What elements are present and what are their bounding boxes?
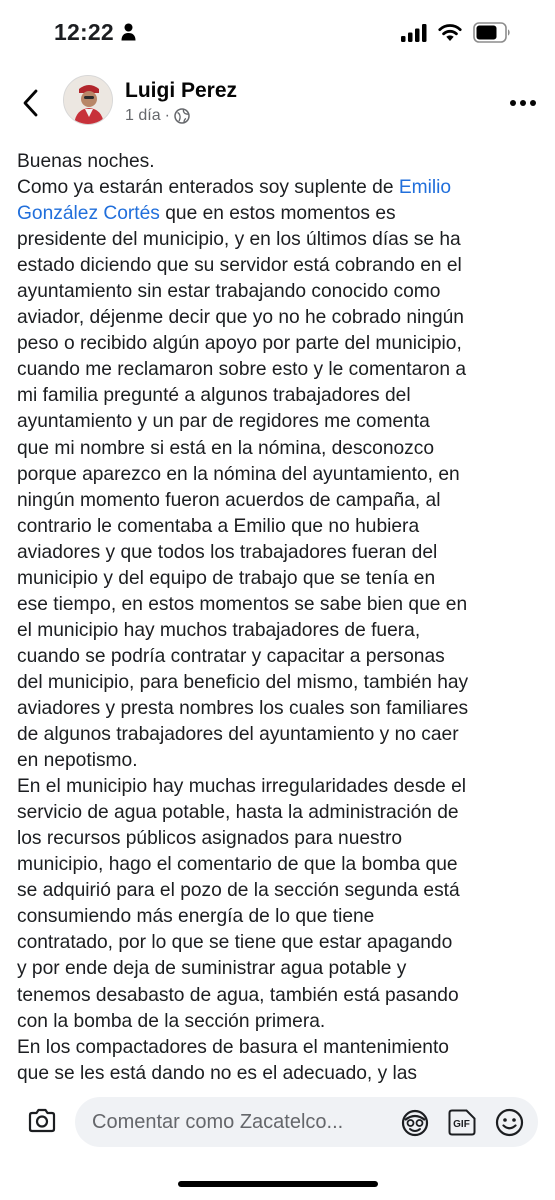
post-text-line xyxy=(17,852,547,878)
battery-icon xyxy=(473,22,511,43)
post-text-line xyxy=(17,644,547,670)
status-bar xyxy=(0,0,555,66)
post-text-segment: se adquirió para el pozo de la sección segunda está xyxy=(17,880,460,902)
comment-bar xyxy=(0,1088,555,1200)
post-text-line xyxy=(17,279,547,305)
post-text-segment: porque aparezco en la nómina del ayuntamiento, en xyxy=(17,463,460,485)
post-text-line xyxy=(17,201,547,227)
post-text-segment: mi familia pregunté a algunos trabajadores del xyxy=(17,385,411,407)
comment-placeholder: Comentar como Zacatelco... xyxy=(92,1111,344,1133)
camera-icon[interactable] xyxy=(27,1108,57,1134)
mention-link[interactable]: Emilio xyxy=(398,177,452,199)
post-text-segment: de algunos trabajadores del ayuntamiento y no caer xyxy=(17,724,459,746)
post-time[interactable]: 1 día xyxy=(125,107,161,124)
post-text-segment: contratado, por lo que se tiene que estar apagando xyxy=(17,932,453,954)
post-text-segment: con la bomba de la sección primera. xyxy=(17,1010,326,1032)
post-text-line xyxy=(17,696,547,722)
more-options-icon[interactable] xyxy=(509,99,537,107)
post-text-segment: consumiendo más energía de lo que tiene xyxy=(17,906,375,928)
post-text-line xyxy=(17,331,547,357)
post-text-line xyxy=(17,722,547,748)
post-text-segment: cuando se podría contratar y capacitar a personas xyxy=(17,645,445,667)
post-text-segment: aviador, déjenme decir que yo no he cobrado ningún xyxy=(17,307,464,329)
post-text-line xyxy=(17,826,547,852)
post-text-segment: peso o recibido algún apoyo por parte del municipio, xyxy=(17,333,462,355)
post-text-line xyxy=(17,540,547,566)
post-text-line xyxy=(17,253,547,279)
post-text-segment: del municipio, para beneficio del mismo, también hay xyxy=(17,671,469,693)
post-text-line xyxy=(17,670,547,696)
post-text-line xyxy=(17,566,547,592)
post-text-line xyxy=(17,462,547,488)
post-text-line xyxy=(17,983,547,1009)
emoji-icon[interactable] xyxy=(495,1108,524,1137)
post-text-segment: que en estos momentos es xyxy=(159,203,396,225)
avatar-photo xyxy=(64,76,113,125)
wifi-icon xyxy=(438,22,462,42)
post-text-segment: que mi nombre si está en la nómina, desconozco xyxy=(17,437,435,459)
post-text-segment: presidente del municipio, y en los últimos días se ha xyxy=(17,229,461,251)
post-text-segment: cuando me reclamaron sobre esto y le comentaron a xyxy=(17,359,467,381)
post-meta xyxy=(125,107,190,125)
post-text-line xyxy=(17,774,547,800)
post-text-segment: servicio de agua potable, hasta la administración de xyxy=(17,802,459,824)
avatar-sticker-icon[interactable] xyxy=(401,1109,429,1137)
post-text-line xyxy=(17,748,547,774)
back-arrow-icon[interactable] xyxy=(20,88,42,118)
post-text-line xyxy=(17,800,547,826)
person-icon xyxy=(121,23,136,41)
post-text-segment: municipio y del equipo de trabajo que se tenía en xyxy=(17,567,436,589)
home-indicator[interactable] xyxy=(178,1181,378,1187)
post-text-segment: estado diciendo que su servidor está cobrando en el xyxy=(17,255,462,277)
post-text-line xyxy=(17,904,547,930)
post-text-line xyxy=(17,1009,547,1035)
post-text-line xyxy=(17,227,547,253)
post-header xyxy=(0,66,555,140)
post-text-segment: aviadores y presta nombres los cuales son familiares xyxy=(17,697,469,719)
post-text-segment: Buenas noches. xyxy=(17,151,155,172)
post-text-line xyxy=(17,878,547,904)
post-text-line xyxy=(17,956,547,982)
post-text-line xyxy=(17,618,547,644)
post-text-line xyxy=(17,1061,547,1087)
post-text-line xyxy=(17,1035,547,1061)
post-text-segment: ayuntamiento sin estar trabajando conocido como xyxy=(17,281,441,303)
cellular-signal-icon xyxy=(401,24,427,42)
post-text-segment: ayuntamiento y un par de regidores me comenta xyxy=(17,411,430,433)
author-avatar[interactable] xyxy=(63,75,113,125)
post-text-segment: aviadores y que todos los trabajadores fueran del xyxy=(17,541,438,563)
post-text-segment: contrario le comentaba a Emilio que no hubiera xyxy=(17,515,420,537)
post-text-line xyxy=(17,514,547,540)
author-name[interactable]: Luigi Perez xyxy=(125,79,238,102)
post-text-segment: En el municipio hay muchas irregularidades desde el xyxy=(17,776,467,798)
post-text-line xyxy=(17,305,547,331)
meta-separator: · xyxy=(164,107,170,124)
post-text xyxy=(17,149,547,1087)
post-text-line xyxy=(17,383,547,409)
globe-icon xyxy=(174,108,190,124)
post-text-segment: ningún momento fueron acuerdos de campaña, al xyxy=(17,489,441,511)
post-text-line xyxy=(17,488,547,514)
post-text-line xyxy=(17,175,547,201)
mention-link[interactable]: González Cortés xyxy=(17,203,160,225)
post-text-segment: Como ya estarán enterados soy suplente de xyxy=(17,177,399,199)
comment-input[interactable] xyxy=(75,1097,538,1147)
post-text-segment: tenemos desabasto de agua, también está pasando xyxy=(17,984,459,1006)
status-time: 12:22 xyxy=(54,19,114,45)
post-text-segment: el municipio hay muchos trabajadores de fuera, xyxy=(17,619,421,641)
gif-label: GIF xyxy=(453,1119,470,1130)
post-text-line xyxy=(17,409,547,435)
post-text-line xyxy=(17,592,547,618)
post-text-segment: En los compactadores de basura el mantenimiento xyxy=(17,1036,449,1058)
post-text-line xyxy=(17,930,547,956)
post-text-segment: municipio, hago el comentario de que la bomba que xyxy=(17,854,458,876)
post-text-segment: los recursos públicos asignados para nuestro xyxy=(17,828,403,850)
post-text-segment: que se les está dando no es el adecuado, y las xyxy=(17,1062,418,1084)
post-text-line xyxy=(17,436,547,462)
post-text-line xyxy=(17,149,547,175)
gif-icon[interactable] xyxy=(448,1109,476,1136)
post-text-segment: en nepotismo. xyxy=(17,750,138,772)
post-text-segment: y por ende deja de suministrar agua potable y xyxy=(17,958,407,980)
post-text-segment: ese tiempo, en estos momentos se sabe bien que en xyxy=(17,593,468,615)
post-text-line xyxy=(17,357,547,383)
